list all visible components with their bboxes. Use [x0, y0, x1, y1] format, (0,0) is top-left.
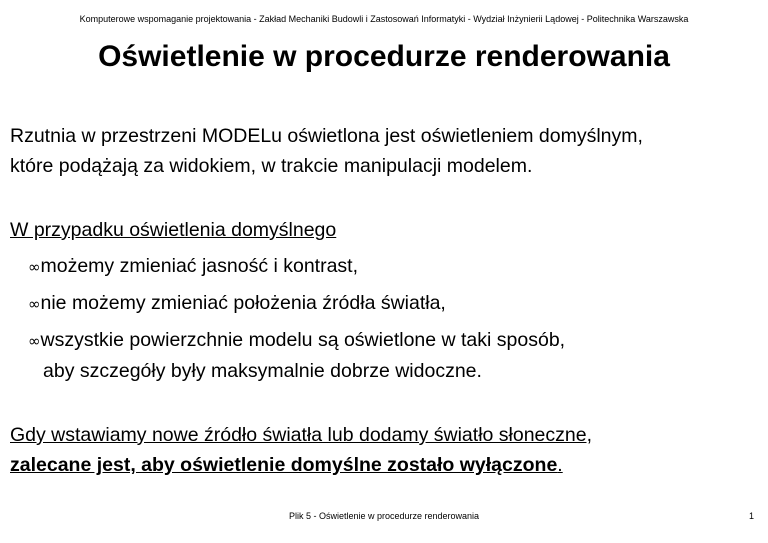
- intro-paragraph: [10, 121, 760, 181]
- slide-title: Oświetlenie w procedurze renderowania: [98, 40, 670, 73]
- conclusion-paragraph: [10, 420, 760, 480]
- default-lighting-section: [10, 215, 760, 386]
- page-footer: Plik 5 - Oświetlenie w procedurze renderowania: [288, 511, 480, 521]
- conclusion-line-2: zalecane jest, aby oświetlenie domyślne zostało wyłączone: [10, 454, 558, 476]
- bullet-text-3-continuation: aby szczegóły były maksymalnie dobrze widoczne.: [43, 360, 482, 382]
- page-number: 1: [748, 511, 754, 521]
- intro-line-1: Rzutnia w przestrzeni MODELu oświetlona jest oświetleniem domyślnym,: [10, 125, 643, 147]
- bullet-item-1: [10, 251, 760, 282]
- infinity-bullet-icon: ∞: [28, 332, 41, 350]
- bullet-text-2: nie możemy zmieniać położenia źródła światła,: [40, 292, 446, 314]
- bullet-text-1: możemy zmieniać jasność i kontrast,: [40, 255, 359, 277]
- bullet-item-2: [10, 288, 760, 319]
- page-header: Komputerowe wspomaganie projektowania - Zakład Mechaniki Budowli i Zastosowań Informatyki - Wydział Inżynierii Lądowej - Politechnika Warszawska: [79, 14, 689, 24]
- section-heading: W przypadku oświetlenia domyślnego: [10, 219, 337, 241]
- bullet-item-3: [10, 325, 760, 356]
- bullet-text-3: wszystkie powierzchnie modelu są oświetlone w taki sposób,: [40, 329, 566, 351]
- infinity-bullet-icon: ∞: [28, 295, 41, 313]
- conclusion-period: .: [557, 454, 563, 476]
- intro-line-2: które podążają za widokiem, w trakcie manipulacji modelem.: [10, 155, 533, 177]
- infinity-bullet-icon: ∞: [28, 258, 41, 276]
- conclusion-line-1: Gdy wstawiamy nowe źródło światła lub dodamy światło słoneczne,: [10, 424, 593, 446]
